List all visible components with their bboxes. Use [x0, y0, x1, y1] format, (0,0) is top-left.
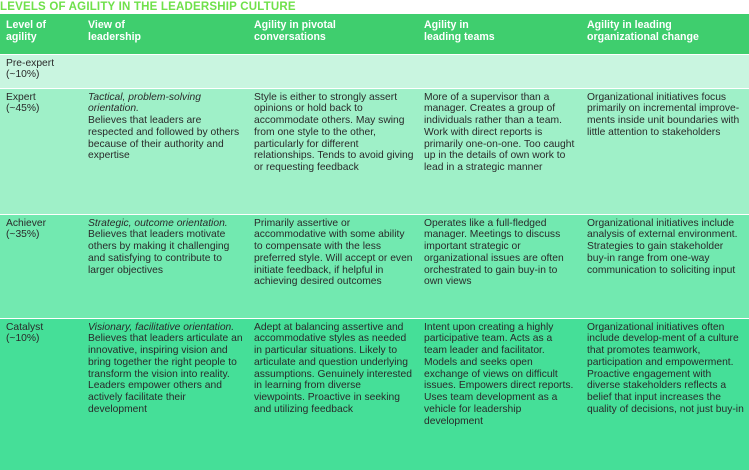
table-row-catalyst: [0, 318, 749, 470]
table-row-achiever: [0, 214, 749, 318]
cell-level: Achiever (~35%): [0, 214, 82, 318]
cell-conversations: Style is either to strongly assert opinions or hold back to accommodate others. May swing from one style to the other, particularly for different relationships. Tends to avoid giving or requesting feedback: [248, 88, 418, 214]
header-conversations: Agility in pivotal conversations: [254, 19, 336, 43]
cell-level: Expert (~45%): [0, 88, 82, 214]
header-view: View of leadership: [88, 19, 141, 43]
header-row: [0, 14, 749, 54]
orientation: Tactical, problem-solving orientation.: [88, 91, 201, 115]
cell-view: Visionary, facilitative orientation. Believes that leaders articulate an innovative, inspiring vision and bring together the right people to transform the vision into reality. Leaders empower others and actively facilitate their development: [82, 318, 248, 470]
header-teams: Agility in leading teams: [424, 19, 495, 43]
cell-view: Tactical, problem-solving orientation. Believes that leaders are respected and followed by others because of their authority and expertise: [82, 88, 248, 214]
cell-teams: Intent upon creating a highly participative team. Acts as a team leader and facilitator. Models and seeks open exchange of views on difficult issues. Empowers direct reports. Uses team development as a vehicle for leadership development: [418, 318, 581, 470]
cell-teams: Operates like a full-fledged manager. Meetings to discuss important strategic or organizational issues are often orchestrated to gain buy-in to own views: [418, 214, 581, 318]
cell-conversations: Primarily assertive or accommodative with some ability to compensate with the less preferred style. Will accept or even initiate feedback, if helpful in achieving desired outcomes: [248, 214, 418, 318]
agility-table: [0, 14, 749, 470]
table-row-expert: [0, 88, 749, 214]
cell-teams: More of a supervisor than a manager. Creates a group of individuals rather than a team. Work with direct reports is primarily one-on-one. Too caught up in the details of own work to lead in a strategic manner: [418, 88, 581, 214]
cell-level: Catalyst (~10%): [0, 318, 82, 470]
orientation: Strategic, outcome orientation.: [88, 217, 228, 229]
cell-change: Organizational initiatives focus primarily on incremental improve-ments inside unit boundaries with little attention to stakeholders: [581, 88, 749, 214]
cell-change: Organizational initiatives often include develop-ment of a culture that promotes teamwork, participation and empowerment. Proactive engagement with diverse stakeholders reflects a belief that input increases the quality of decisions, not just buy-in: [581, 318, 749, 470]
header-level: Level of agility: [6, 19, 47, 43]
cell-view: Strategic, outcome orientation. Believes that leaders motivate others by making it challenging and satisfying to contribute to larger objectives: [82, 214, 248, 318]
header-change: Agility in leading organizational change: [587, 19, 699, 43]
cell-conversations: Adept at balancing assertive and accommodative styles as needed in particular situations. Likely to articulate and question underlying assumptions. Genuinely interested in learning from diverse viewpoints. Proactive in seeking and utilizing feedback: [248, 318, 418, 470]
table-title: LEVELS OF AGILITY IN THE LEADERSHIP CULTURE: [0, 1, 296, 13]
table-row-pre-expert: [0, 54, 749, 88]
cell-level: Pre-expert (~10%): [0, 54, 82, 88]
cell-change: Organizational initiatives include analysis of external environment. Strategies to gain stakeholder buy-in range from one-way communication to soliciting input: [581, 214, 749, 318]
orientation: Visionary, facilitative orientation.: [88, 321, 235, 333]
